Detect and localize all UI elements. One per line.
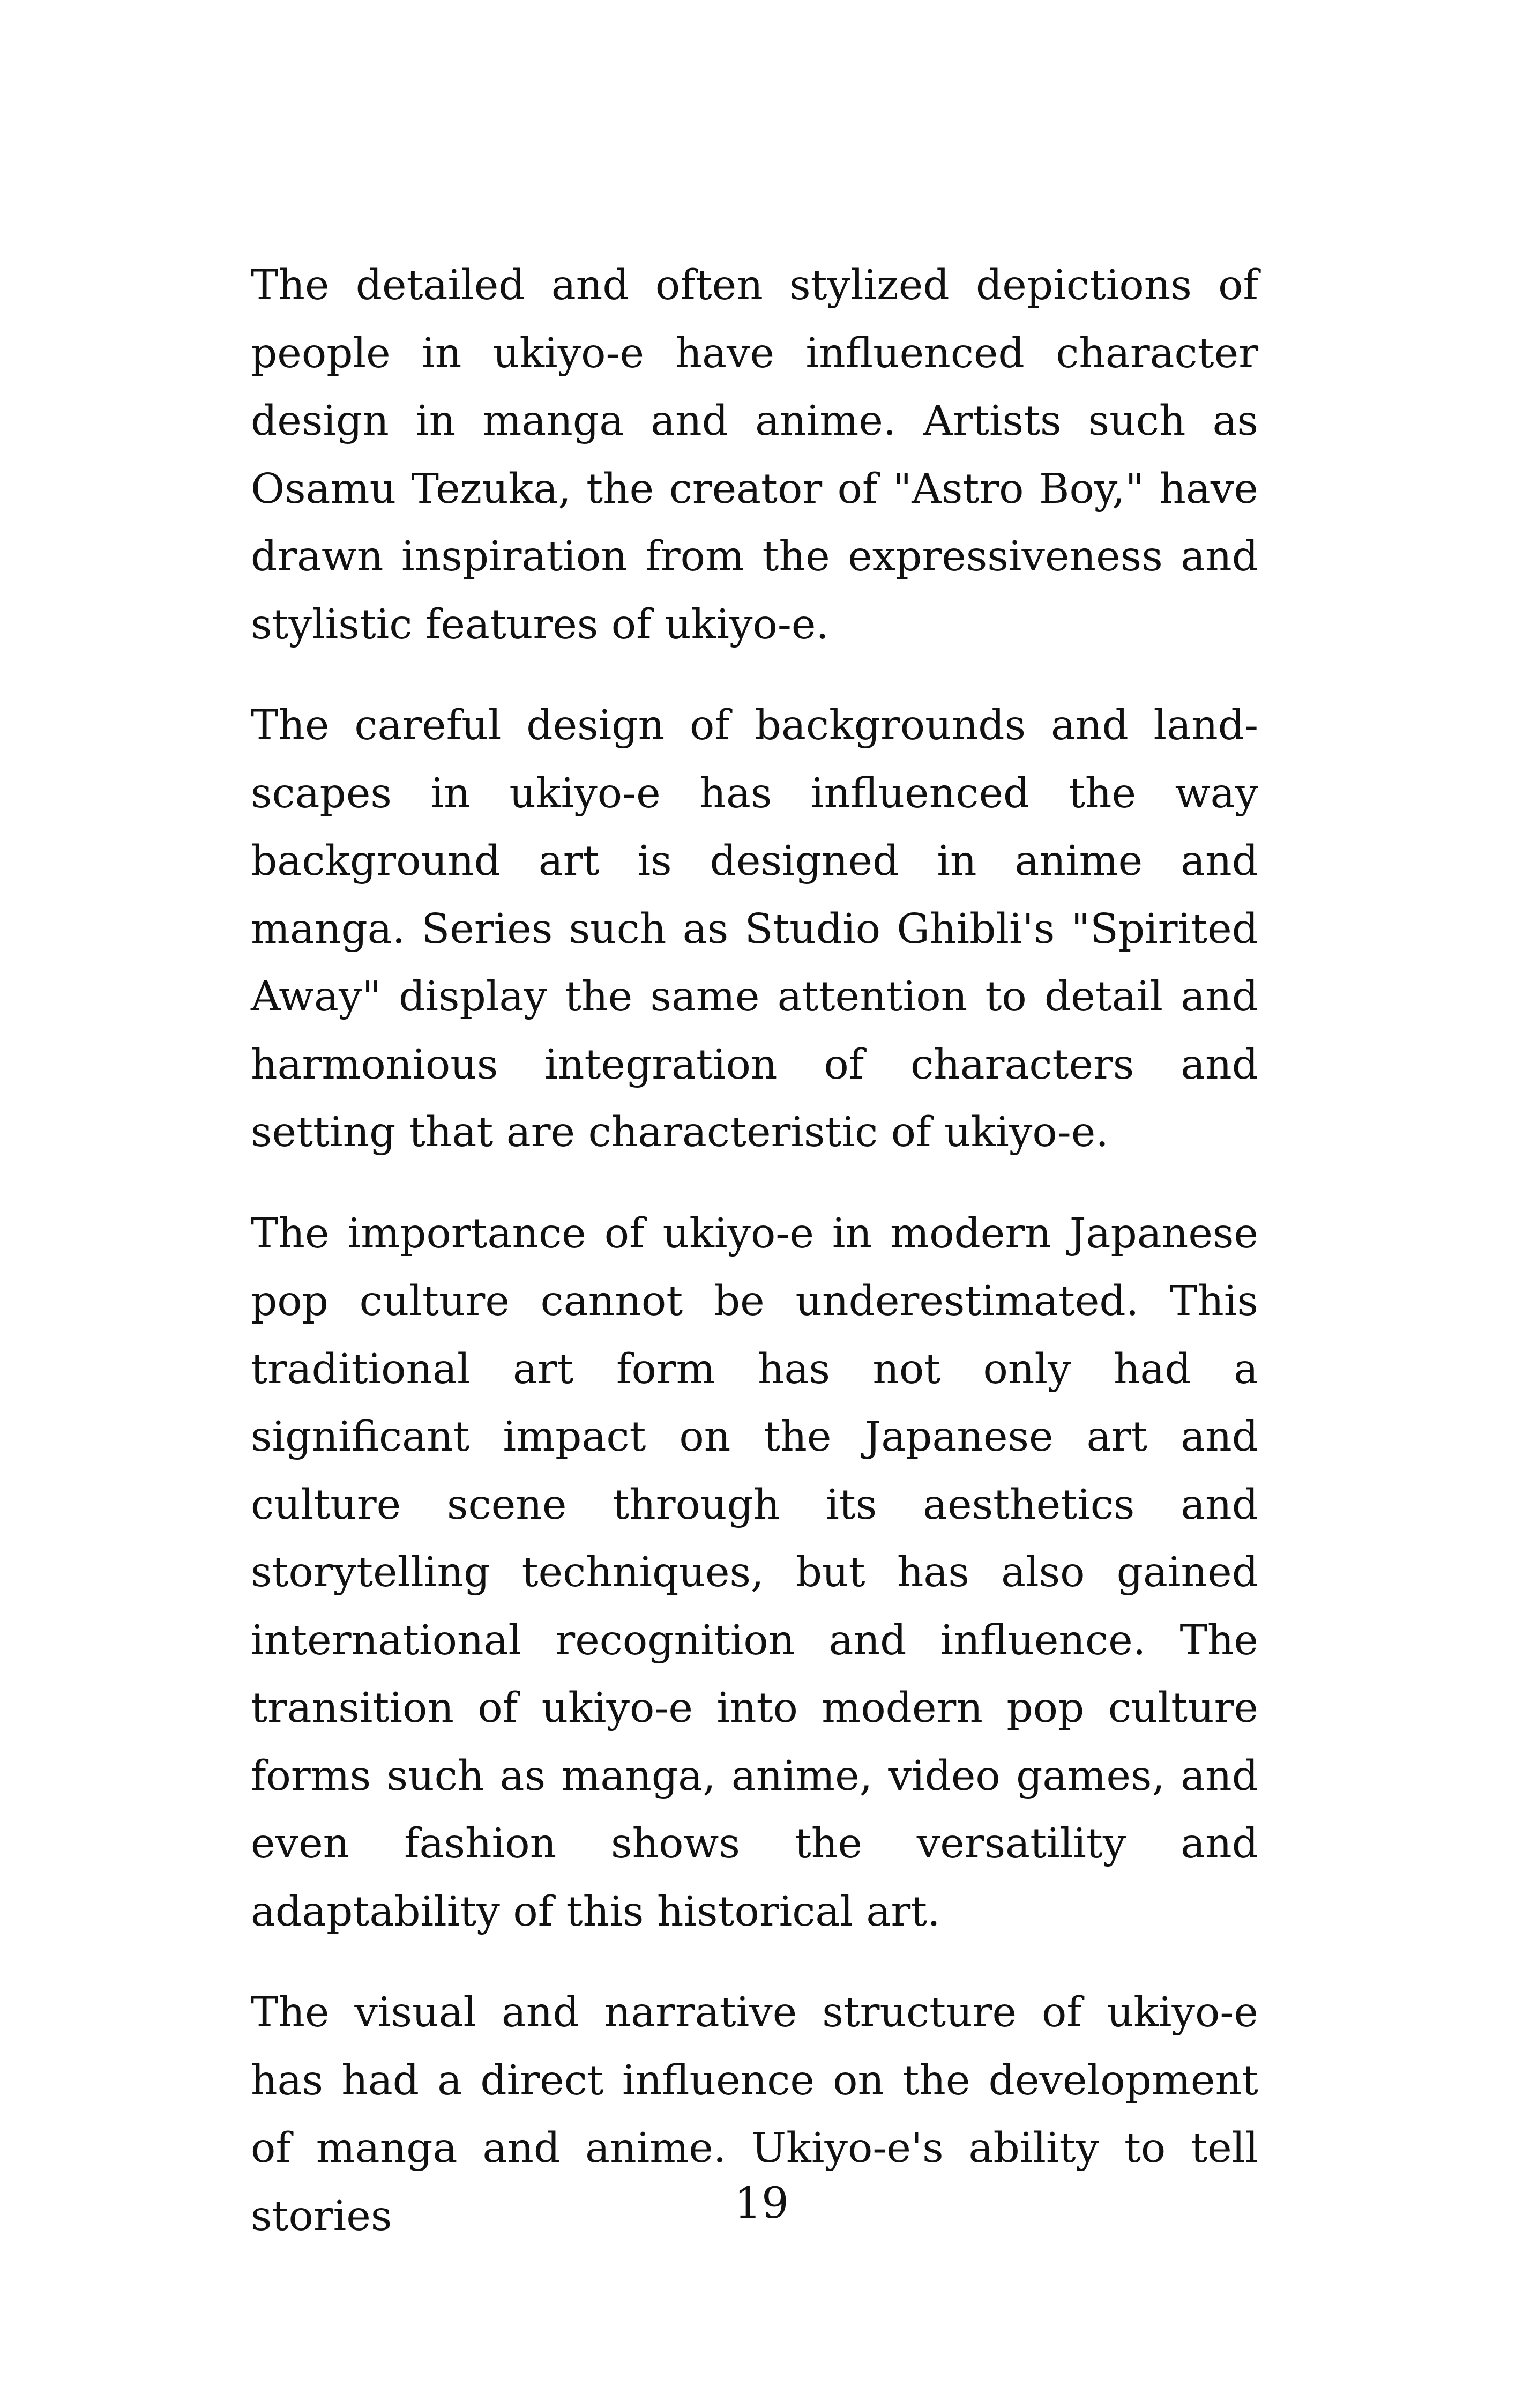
body-text: [251, 252, 1258, 2284]
paragraph-importance: The importance of ukiyo-e in modern Japanese pop culture cannot be underestimated. This traditional art form has not only had a significant impact on the Japanese art and culture scene through its aesthetics and storytelling techniques, but has also gained international recognition and influence. The transition of ukiyo-e into modern pop culture forms such as manga, anime, video games, and even fashion shows the versatility and adaptability of this historical art.: [251, 1209, 1258, 1936]
paragraph-character-design: The detailed and often stylized depictions of people in ukiyo-e have influenced character design in manga and anime. Artists such as Osamu Tezuka, the creator of "Astro Boy," have drawn inspiration from the expressiveness and stylistic features of ukiyo-e.: [251, 262, 1258, 649]
paragraph-visual-narrative: The visual and narrative structure of ukiyo-e has had a direct influence on the development of manga and anime. Ukiyo-e's ability to tell stories: [251, 1989, 1258, 2240]
paragraph-backgrounds: The careful design of backgrounds and land-scapes in ukiyo-e has influenced the way background art is designed in anime and manga. Series such as Studio Ghibli's "Spirited Away" display the same attention to detail and harmonious integration of characters and setting that are characteristic of ukiyo-e.: [251, 702, 1258, 1156]
page-number: 19: [734, 2178, 789, 2228]
